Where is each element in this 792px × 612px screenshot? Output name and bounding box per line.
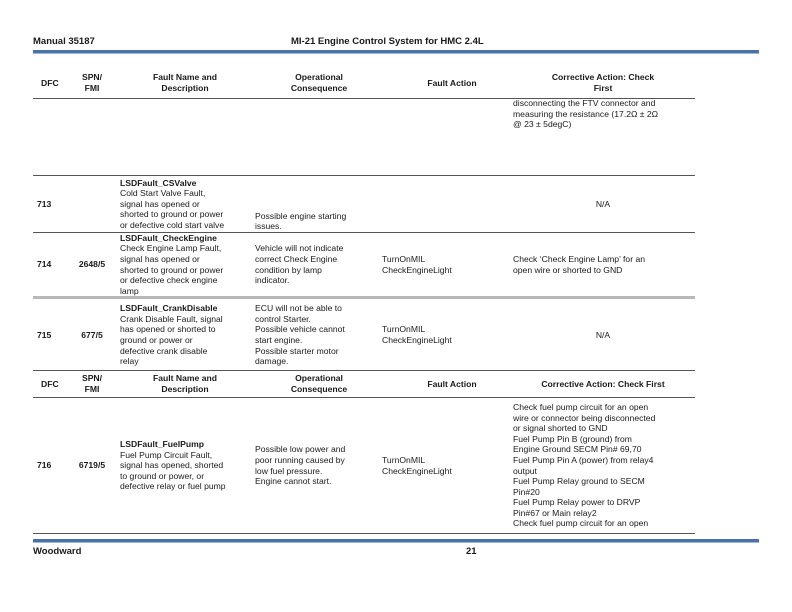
header-fault-action: Fault Action [427,77,477,88]
dfc-code: 716 [37,460,52,471]
spn-fmi: 677/5 [81,329,103,340]
operational-consequence: Vehicle will not indicate correct Check Engine condition by lamp indicator. [255,243,344,286]
company-name: Woodward [33,546,82,557]
fault-description: LSDFault_CheckEngine Check Engine Lamp Fault, signal has opened or shorted to ground or power or defective check engine lamp [120,233,250,296]
header-fault-name: Fault Name and Description [153,72,217,93]
page-header [33,36,759,50]
dfc-code: 713 [37,198,52,209]
spn-fmi: 6719/5 [78,460,106,471]
fault-action: TurnOnMIL CheckEngineLight [382,454,452,476]
fault-action: TurnOnMIL CheckEngineLight [382,324,452,345]
header-rule [33,50,759,54]
operational-consequence: ECU will not be able to control Starter. Possible vehicle cannot start engine. Possible starter motor damage. [255,303,345,367]
corrective-text: disconnecting the FTV connector and measuring the resistance (17.2Ω ± 2Ω @ 23 ± 5degC) [513,98,659,130]
fault-description: LSDFault_FuelPump Fuel Pump Circuit Fault, signal has opened, shorted to ground or power, or defective relay or fuel pump [120,398,250,533]
fault-table [33,68,695,538]
operational-consequence: Possible low power and poor running caused by low fuel pressure. Engine cannot start. [255,444,346,487]
fault-description: LSDFault_CSValve Cold Start Valve Fault, signal has opened or shorted to ground or power or defective cold start valve [120,176,250,232]
header-corrective-action: Corrective Action: Check First [541,378,665,389]
fault-name: LSDFault_FuelPump [120,439,205,450]
header-dfc: DFC [41,77,59,88]
header-spn-fmi: SPN/ FMI [81,373,103,394]
dfc-code: 715 [37,329,52,340]
spn-fmi [69,176,115,232]
manual-number: Manual 35187 [33,36,95,47]
header-corrective-action: Corrective Action: Check First [551,72,655,93]
table-row [33,176,695,233]
corrective-action: Check ‘Check Engine Lamp’ for an open wire or shorted to GND [513,253,645,275]
fault-action: TurnOnMIL CheckEngineLight [382,253,452,275]
header-dfc: DFC [41,378,59,389]
document-title: MI-21 Engine Control System for HMC 2.4L [291,36,484,47]
table-row [33,233,695,299]
table-header-repeat [33,371,695,398]
header-consequence: Operational Consequence [290,373,348,394]
dfc-code: 714 [37,259,52,270]
table-row [33,398,695,534]
table-row-continuation [33,98,695,176]
table-row [33,300,695,371]
header-spn-fmi: SPN/ FMI [81,72,103,93]
corrective-action: N/A [595,198,611,209]
fault-name: LSDFault_CheckEngine [120,232,217,243]
header-fault-name: Fault Name and Description [153,373,217,394]
corrective-action: N/A [595,329,611,340]
table-header [33,68,695,99]
footer-rule [33,539,759,543]
fault-description: LSDFault_CrankDisable Crank Disable Fault, signal has opened or shorted to ground or power or defective crank disable relay [120,300,250,370]
fault-name: LSDFault_CrankDisable [120,303,218,314]
header-consequence: Operational Consequence [290,72,348,93]
fault-name: LSDFault_CSValve [120,177,197,188]
spn-fmi: 2648/5 [78,259,106,270]
operational-consequence: Possible engine starting issues. [255,210,347,232]
corrective-action: Check fuel pump circuit for an open wire or connector being disconnected or signal shorted to GND Fuel Pump Pin B (ground) from Engine Ground SECM Pin# 69,70 Fuel Pump Pin A (power) from relay4 output Fuel Pump Relay ground to SECM Pin#20 Fuel Pump Relay power to DRVP Pin#67 or Main relay2 Check fuel pump circuit for an open [513,401,656,529]
header-fault-action: Fault Action [427,378,477,389]
page-number: 21 [466,546,477,557]
